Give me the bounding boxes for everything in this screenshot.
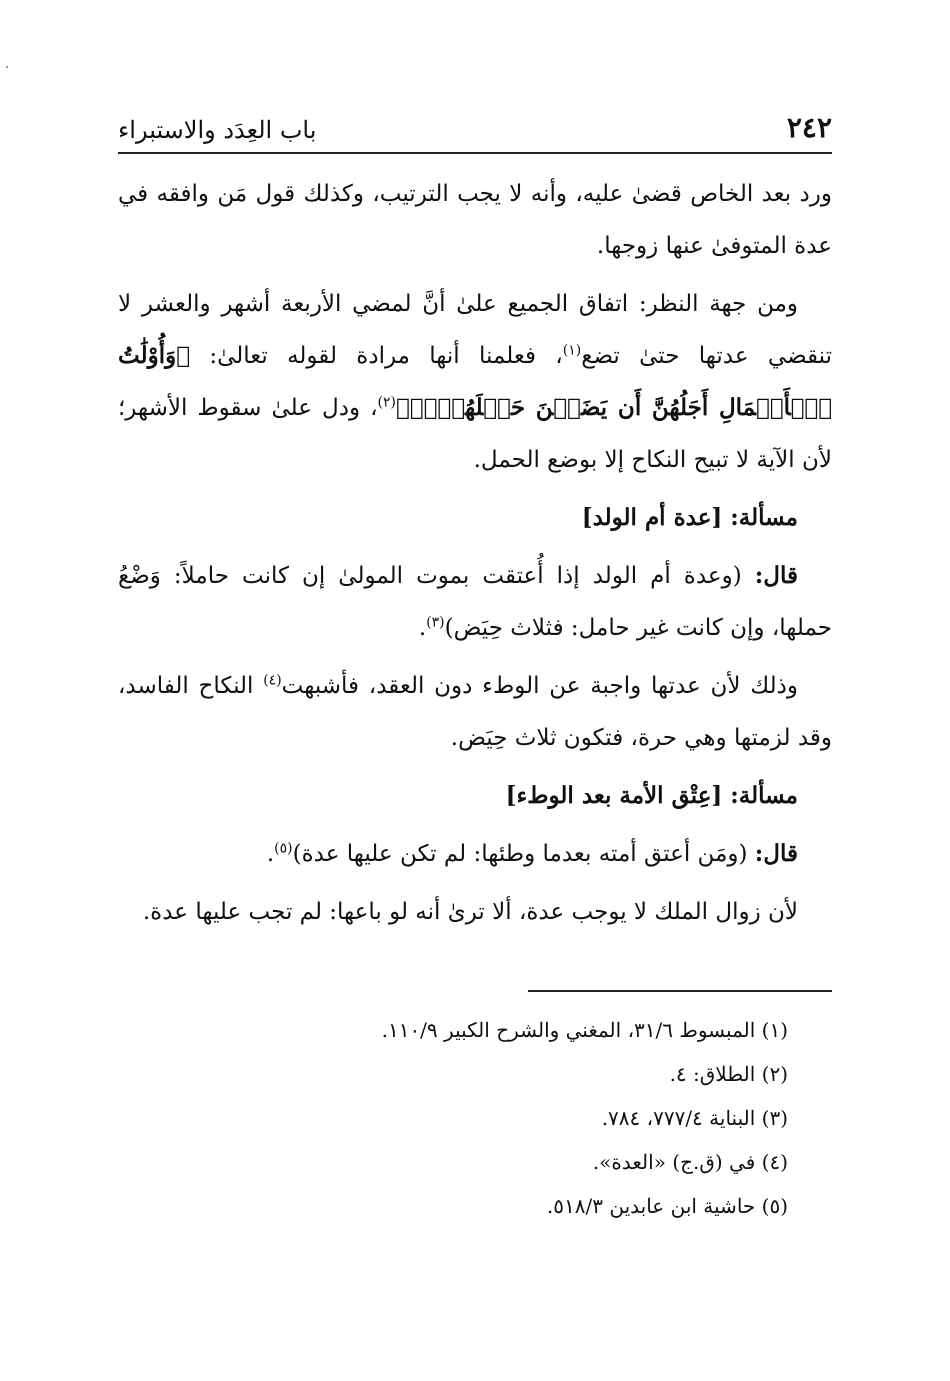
footnote-4: (٤) في (ق.ج) «العدة». [592,1150,788,1174]
qal-label-1: قال: [754,562,798,589]
quote-text-1: (وعدة أم الولد إذا أُعتقت بموت المولىٰ إن كانت حاملاً: وَضْعُ حملها، وإن كانت غير حامل: فثلاث حِيَض) [118,563,832,641]
explanation-paragraph-1 [118,660,832,764]
running-title: باب العِدَد والاستبراء [118,116,317,144]
quote-text-2: (ومَن أعتق أمته بعدما وطئها: لم تكن عليها عدة) [292,841,755,867]
page-header [118,100,832,144]
qal-label-2: قال: [754,840,798,867]
paragraph-1: ورد بعد الخاص قضىٰ عليه، وأنه لا يجب الترتيب، وكذلك قول مَن وافقه في عدة المتوفىٰ عنها زوجها. [118,181,832,259]
quote-paragraph-1 [118,550,832,654]
footnote-ref-2: (٢) [377,394,396,411]
explanation-1-text-b: النكاح الفاسد، وقد لزمتها وهي حرة، فتكون ثلاث حِيَض. [118,673,832,751]
paragraph-2-text-a: ومن جهة النظر: اتفاق الجميع علىٰ أنَّ لمضي الأربعة أشهر والعشر لا تنقضي عدتها حتىٰ تضع [118,291,832,369]
footnote-2: (٢) الطلاق: ٤. [669,1062,788,1086]
footnotes [118,1008,788,1228]
quote-end-2: . [266,841,275,867]
main-text [118,168,832,944]
quote-end-1: . [418,615,427,641]
explanation-paragraph-2: لأن زوال الملك لا يوجب عدة، ألا ترىٰ أنه لو باعها: لم تجب عليها عدة. [142,899,798,925]
paragraph-2 [118,278,832,486]
footnote-3: (٣) البناية ٧٧٧/٤، ٧٨٤. [601,1106,788,1130]
quran-verse: ﴿وَأُوْلَٰتُ ٱلۡأَحۡمَالِ أَجَلُهُنَّ أَن يَضَعۡنَ حَمۡلَهُنَّۚ﴾ [118,342,832,421]
paragraph-2-text-c: ، ودل علىٰ سقوط الأشهر؛ لأن الآية لا تبيح النكاح إلا بوضع الحمل. [118,395,832,473]
footnote-ref-3: (٣) [426,614,445,631]
footnote-1: (١) المبسوط ٣١/٦، المغني والشرح الكبير ١١٠/٩. [381,1018,788,1042]
footnote-rule [528,990,832,992]
paragraph-2-text-b: ، فعلمنا أنها مرادة لقوله تعالىٰ: [190,343,563,369]
margin-mark [6,66,8,68]
quote-paragraph-2 [118,828,832,880]
header-rule [118,152,832,154]
footnote-5: (٥) حاشية ابن عابدين ٥١٨/٣. [546,1194,788,1218]
footnote-ref-4: (٤) [263,672,282,689]
page-number: ٢٤٢ [786,111,832,144]
footnote-ref-5: (٥) [274,840,293,857]
section-heading-1: مسألة: [عدة أم الولد] [581,504,798,531]
footnote-ref-1: (١) [562,342,582,359]
explanation-1-text-a: وذلك لأن عدتها واجبة عن الوطء دون العقد، فأشبهت [281,673,798,699]
section-heading-2: مسألة: [عِتْق الأمة بعد الوطء] [505,782,798,809]
